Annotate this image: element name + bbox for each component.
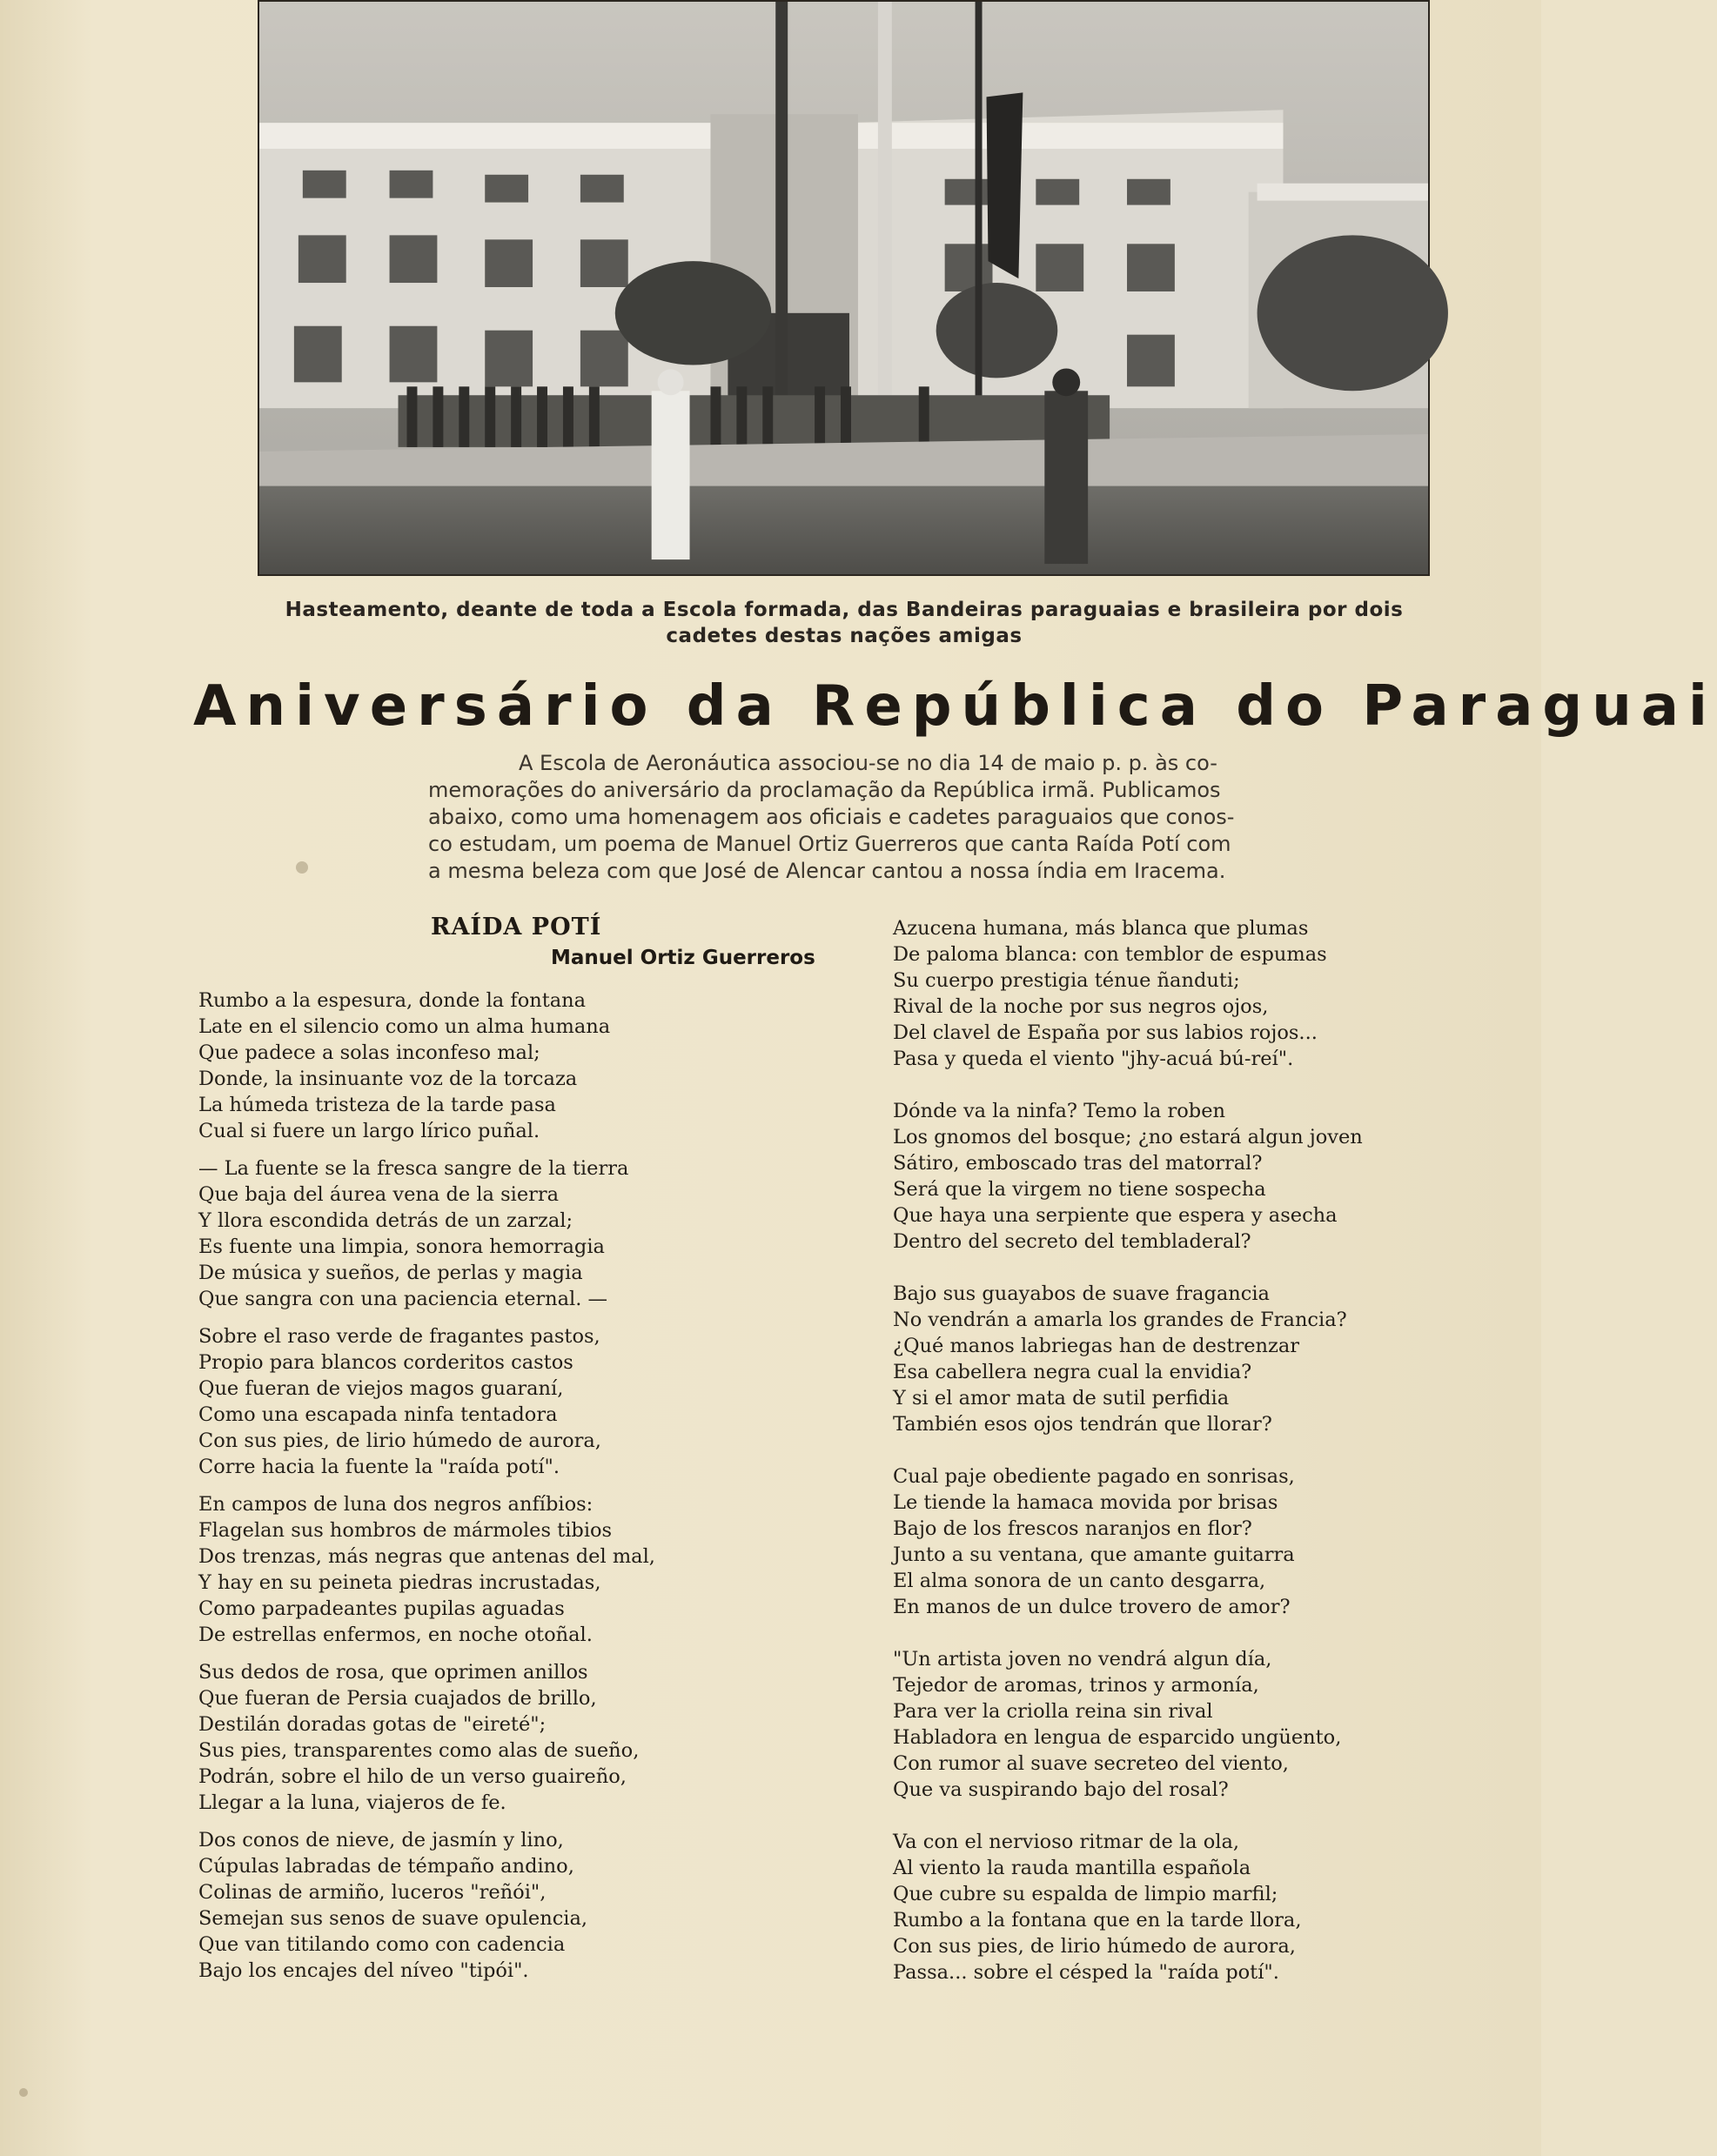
intro-line: a mesma beleza com que José de Alencar cantou a nossa índia em Iracema. bbox=[428, 859, 1226, 883]
poem-verse: Sobre el raso verde de fragantes pastos, bbox=[198, 1325, 600, 1348]
poem-verse: Su cuerpo prestigia ténue ñanduti; bbox=[893, 969, 1240, 992]
poem-verse: Con sus pies, de lirio húmedo de aurora, bbox=[893, 1935, 1296, 1958]
article-title: Aniversário da República do Paraguai bbox=[193, 674, 1717, 739]
poem-verse: Con rumor al suave secreteo del viento, bbox=[893, 1752, 1289, 1775]
poem-stanza bbox=[198, 1827, 808, 1984]
poem-verse: Dos conos de nieve, de jasmín y lino, bbox=[198, 1829, 564, 1851]
photo-school-flag-ceremony-icon bbox=[259, 2, 1428, 574]
poem-verse: De paloma blanca: con temblor de espumas bbox=[893, 943, 1327, 966]
poem-stanza bbox=[893, 915, 1502, 1072]
poem-verse: Como una escapada ninfa tentadora bbox=[198, 1403, 558, 1426]
poem-verse: Que cubre su espalda de limpio marfil; bbox=[893, 1883, 1278, 1905]
poem-verse: Dos trenzas, más negras que antenas del mal, bbox=[198, 1545, 655, 1568]
photo-flag-ceremony bbox=[258, 0, 1430, 576]
poem-verse: Bajo sus guayabos de suave fragancia bbox=[893, 1282, 1270, 1305]
poem-stanza bbox=[893, 1829, 1502, 1985]
poem-verse: "Un artista joven no vendrá algun día, bbox=[893, 1648, 1272, 1671]
poem-verse: Le tiende la hamaca movida por brisas bbox=[893, 1491, 1278, 1514]
poem-verse: Dónde va la ninfa? Temo la roben bbox=[893, 1100, 1226, 1122]
poem-verse: — La fuente se la fresca sangre de la tierra bbox=[198, 1157, 629, 1180]
poem-verse: Late en el silencio como un alma humana bbox=[198, 1015, 611, 1038]
poem-verse: Podrán, sobre el hilo de un verso guaireño, bbox=[198, 1765, 627, 1788]
intro-line: abaixo, como uma homenagem aos oficiais e cadetes paraguaios que conos- bbox=[428, 805, 1235, 829]
poem-verse: Bajo de los frescos naranjos en flor? bbox=[893, 1517, 1252, 1540]
poem-verse: Colinas de armiño, luceros "reñói", bbox=[198, 1881, 547, 1904]
poem-verse: Y hay en su peineta piedras incrustadas, bbox=[198, 1571, 601, 1594]
poem-verse: Que van titilando como con cadencia bbox=[198, 1933, 566, 1956]
poem-verse: Cúpulas labradas de témpaño andino, bbox=[198, 1855, 574, 1878]
poem-verse: Al viento la rauda mantilla española bbox=[893, 1857, 1251, 1879]
poem-stanza bbox=[893, 1646, 1502, 1803]
poem-stanza bbox=[198, 1155, 808, 1312]
poem-verse: Semejan sus senos de suave opulencia, bbox=[198, 1907, 588, 1930]
poem-verse: De estrellas enfermos, en noche otoñal. bbox=[198, 1624, 593, 1646]
poem-stanza bbox=[893, 1281, 1502, 1437]
poem-verse: Azucena humana, más blanca que plumas bbox=[893, 917, 1309, 940]
poem-verse: En campos de luna dos negros anfíbios: bbox=[198, 1493, 594, 1516]
poem-verse: Cual paje obediente pagado en sonrisas, bbox=[893, 1465, 1295, 1488]
poem-verse: Que padece a solas inconfeso mal; bbox=[198, 1041, 540, 1064]
paper-spot bbox=[19, 2088, 28, 2097]
poem-stanza bbox=[198, 988, 808, 1144]
poem-verse: Rumbo a la espesura, donde la fontana bbox=[198, 989, 587, 1012]
caption-line-1: Hasteamento, deante de toda a Escola formada, das Bandeiras paraguaias e brasileira por dois bbox=[285, 599, 1404, 621]
poem-verse: Flagelan sus hombros de mármoles tibios bbox=[198, 1519, 613, 1542]
poem-verse: Los gnomos del bosque; ¿no estará algun joven bbox=[893, 1126, 1363, 1148]
poem-column-right bbox=[893, 915, 1502, 2012]
poem-stanza bbox=[893, 1098, 1502, 1255]
poem-verse: ¿Qué manos labriegas han de destrenzar bbox=[893, 1335, 1300, 1357]
poem-verse: Dentro del secreto del tembladeral? bbox=[893, 1230, 1251, 1253]
intro-line: co estudam, um poema de Manuel Ortiz Guerreros que canta Raída Potí com bbox=[428, 832, 1231, 856]
poem-verse: Como parpadeantes pupilas aguadas bbox=[198, 1597, 565, 1620]
poem-verse: Y llora escondida detrás de un zarzal; bbox=[198, 1209, 573, 1232]
poem-verse: Será que la virgem no tiene sospecha bbox=[893, 1178, 1266, 1201]
poem-verse: Es fuente una limpia, sonora hemorragia bbox=[198, 1235, 605, 1258]
poem-verse: Sus pies, transparentes como alas de sueño, bbox=[198, 1739, 640, 1762]
poem-stanza bbox=[893, 1463, 1502, 1620]
poem-stanza bbox=[198, 1323, 808, 1480]
poem-verse: Habladora en lengua de esparcido ungüento, bbox=[893, 1726, 1342, 1749]
poem-verse: La húmeda tristeza de la tarde pasa bbox=[198, 1094, 556, 1116]
poem-verse: Donde, la insinuante voz de la torcaza bbox=[198, 1068, 578, 1090]
poem-verse: Del clavel de España por sus labios rojos... bbox=[893, 1021, 1318, 1044]
poem-verse: Sátiro, emboscado tras del matorral? bbox=[893, 1152, 1263, 1175]
poem-verse: También esos ojos tendrán que llorar? bbox=[893, 1413, 1272, 1436]
poem-verse: Pasa y queda el viento "jhy-acuá bú-reí". bbox=[893, 1048, 1294, 1070]
poem-verse: Cual si fuere un largo lírico puñal. bbox=[198, 1120, 540, 1142]
intro-line: A Escola de Aeronáutica associou-se no dia 14 de maio p. p. às co- bbox=[519, 751, 1217, 775]
poem-verse: Que baja del áurea vena de la sierra bbox=[198, 1183, 560, 1206]
poem-verse: Que va suspirando bajo del rosal? bbox=[893, 1778, 1229, 1801]
caption-line-2: cadetes destas nações amigas bbox=[666, 625, 1023, 647]
poem-verse: No vendrán a amarla los grandes de Francia? bbox=[893, 1309, 1347, 1331]
poem-verse: El alma sonora de un canto desgarra, bbox=[893, 1570, 1266, 1592]
poem-verse: Sus dedos de rosa, que oprimen anillos bbox=[198, 1661, 588, 1684]
poem-verse: Que haya una serpiente que espera y asecha bbox=[893, 1204, 1338, 1227]
poem-verse: Propio para blancos corderitos castos bbox=[198, 1351, 573, 1374]
intro-line: memorações do aniversário da proclamação da República irmã. Publicamos bbox=[428, 778, 1221, 802]
poem-verse: Destilán doradas gotas de "eireté"; bbox=[198, 1713, 547, 1736]
poem-verse: Que fueran de Persia cuajados de brillo, bbox=[198, 1687, 597, 1710]
poem-stanza bbox=[198, 1659, 808, 1816]
poem-verse: Esa cabellera negra cual la envidia? bbox=[893, 1361, 1252, 1383]
poem-stanza bbox=[198, 1491, 808, 1648]
poem-verse: Bajo los encajes del níveo "tipói". bbox=[198, 1959, 529, 1982]
paper-spot bbox=[296, 861, 308, 874]
poem-verse: Que fueran de viejos magos guaraní, bbox=[198, 1377, 564, 1400]
poem-verse: De música y sueños, de perlas y magia bbox=[198, 1262, 583, 1284]
poem-author: Manuel Ortiz Guerreros bbox=[551, 947, 815, 969]
poem-verse: En manos de un dulce trovero de amor? bbox=[893, 1596, 1291, 1618]
poem-title: RAÍDA POTÍ bbox=[431, 914, 602, 941]
poem-verse: Para ver la criolla reina sin rival bbox=[893, 1700, 1213, 1723]
poem-verse: Junto a su ventana, que amante guitarra bbox=[893, 1543, 1295, 1566]
poem-column-left bbox=[198, 988, 808, 1995]
poem-verse: Y si el amor mata de sutil perfidia bbox=[893, 1387, 1230, 1409]
poem-verse: Passa... sobre el césped la "raída potí". bbox=[893, 1961, 1279, 1984]
poem-verse: Rumbo a la fontana que en la tarde llora, bbox=[893, 1909, 1302, 1932]
poem-verse: Que sangra con una paciencia eternal. — bbox=[198, 1288, 608, 1310]
poem-verse: Llegar a la luna, viajeros de fe. bbox=[198, 1791, 506, 1814]
poem-verse: Rival de la noche por sus negros ojos, bbox=[893, 995, 1269, 1018]
intro-paragraph bbox=[428, 750, 1325, 885]
photo-caption bbox=[261, 597, 1427, 649]
poem-verse: Tejedor de aromas, trinos y armonía, bbox=[893, 1674, 1259, 1697]
poem-verse: Corre hacia la fuente la "raída potí". bbox=[198, 1456, 560, 1478]
poem-verse: Con sus pies, de lirio húmedo de aurora, bbox=[198, 1430, 601, 1452]
poem-verse: Va con el nervioso ritmar de la ola, bbox=[893, 1831, 1240, 1853]
